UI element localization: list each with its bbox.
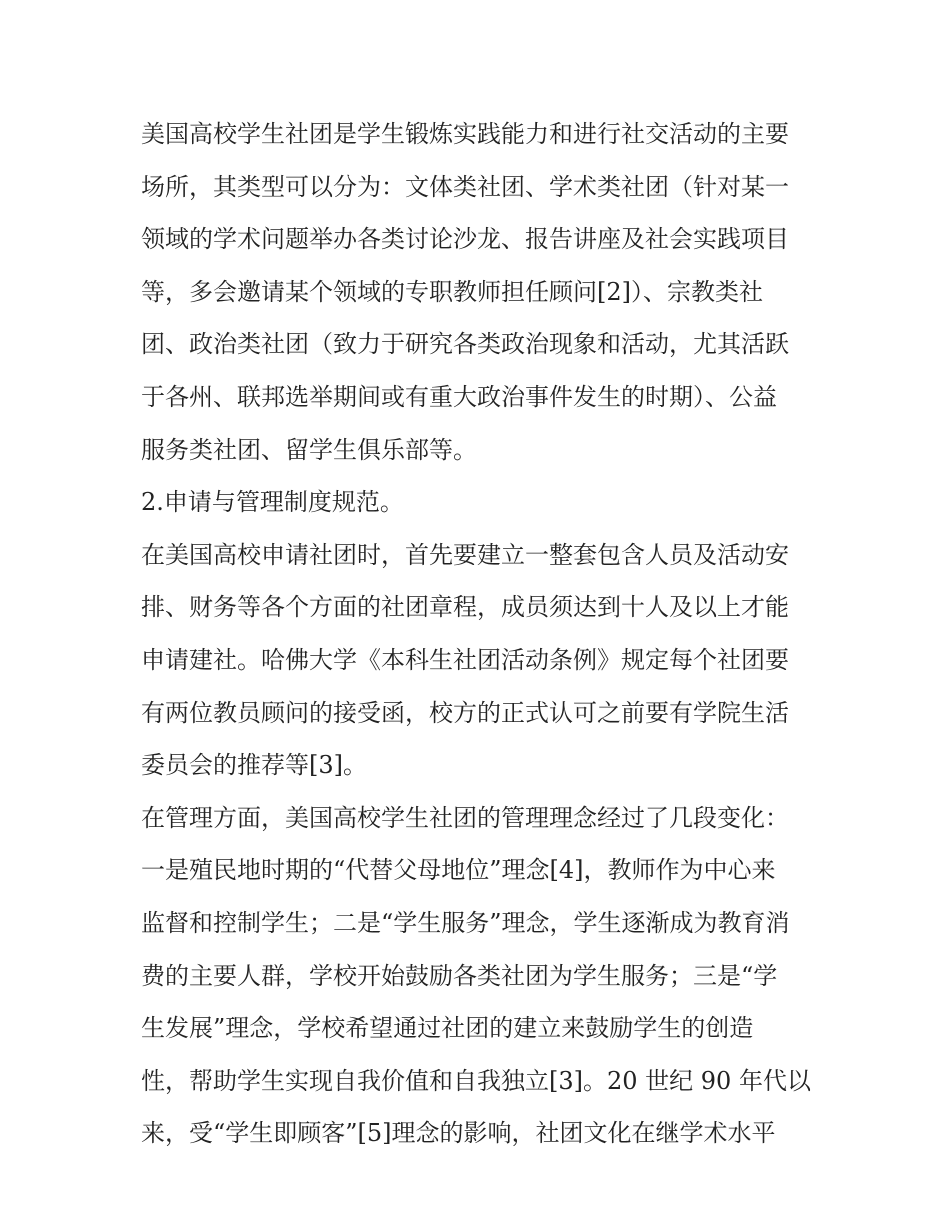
text-line: 服务类社团、留学生俱乐部等。 [141, 435, 477, 464]
body-text [141, 108, 821, 1160]
text-line: 在管理方面，美国高校学生社团的管理理念经过了几段变化： [141, 803, 789, 832]
text-line: 团、政治类社团（致力于研究各类政治现象和活动，尤其活跃 [141, 330, 789, 359]
text-line: 在美国高校申请社团时，首先要建立一整套包含人员及活动安 [141, 540, 789, 569]
text-line: 性，帮助学生实现自我价值和自我独立[3]。20 世纪 90 年代以 [141, 1066, 811, 1095]
text-line: 生发展”理念，学校希望通过社团的建立来鼓励学生的创造 [141, 1014, 754, 1043]
text-line: 一是殖民地时期的“代替父母地位”理念[4]，教师作为中心来 [141, 856, 776, 885]
text-line: 排、财务等各个方面的社团章程，成员须达到十人及以上才能 [141, 593, 789, 622]
section-heading: 2.申请与管理制度规范。 [141, 488, 404, 517]
text-line: 等，多会邀请某个领域的专职教师担任顾问[2]）、宗教类社 [141, 277, 763, 306]
text-line: 领域的学术问题举办各类讨论沙龙、报告讲座及社会实践项目 [141, 225, 789, 254]
text-line: 费的主要人群，学校开始鼓励各类社团为学生服务；三是“学 [141, 961, 778, 990]
text-line: 场所，其类型可以分为：文体类社团、学术类社团（针对某一 [141, 172, 789, 201]
text-line: 于各州、联邦选举期间或有重大政治事件发生的时期）、公益 [141, 382, 777, 411]
text-line: 监督和控制学生；二是“学生服务”理念，学生逐渐成为教育消 [141, 908, 790, 937]
text-line: 来，受“学生即顾客”[5]理念的影响，社团文化在继学术水平 [141, 1119, 776, 1148]
text-line: 申请建社。哈佛大学《本科生社团活动条例》规定每个社团要 [141, 645, 789, 674]
text-line: 美国高校学生社团是学生锻炼实践能力和进行社交活动的主要 [141, 120, 789, 148]
text-line: 有两位教员顾问的接受函，校方的正式认可之前要有学院生活 [141, 698, 789, 727]
text-line: 委员会的推荐等[3]。 [141, 751, 367, 780]
